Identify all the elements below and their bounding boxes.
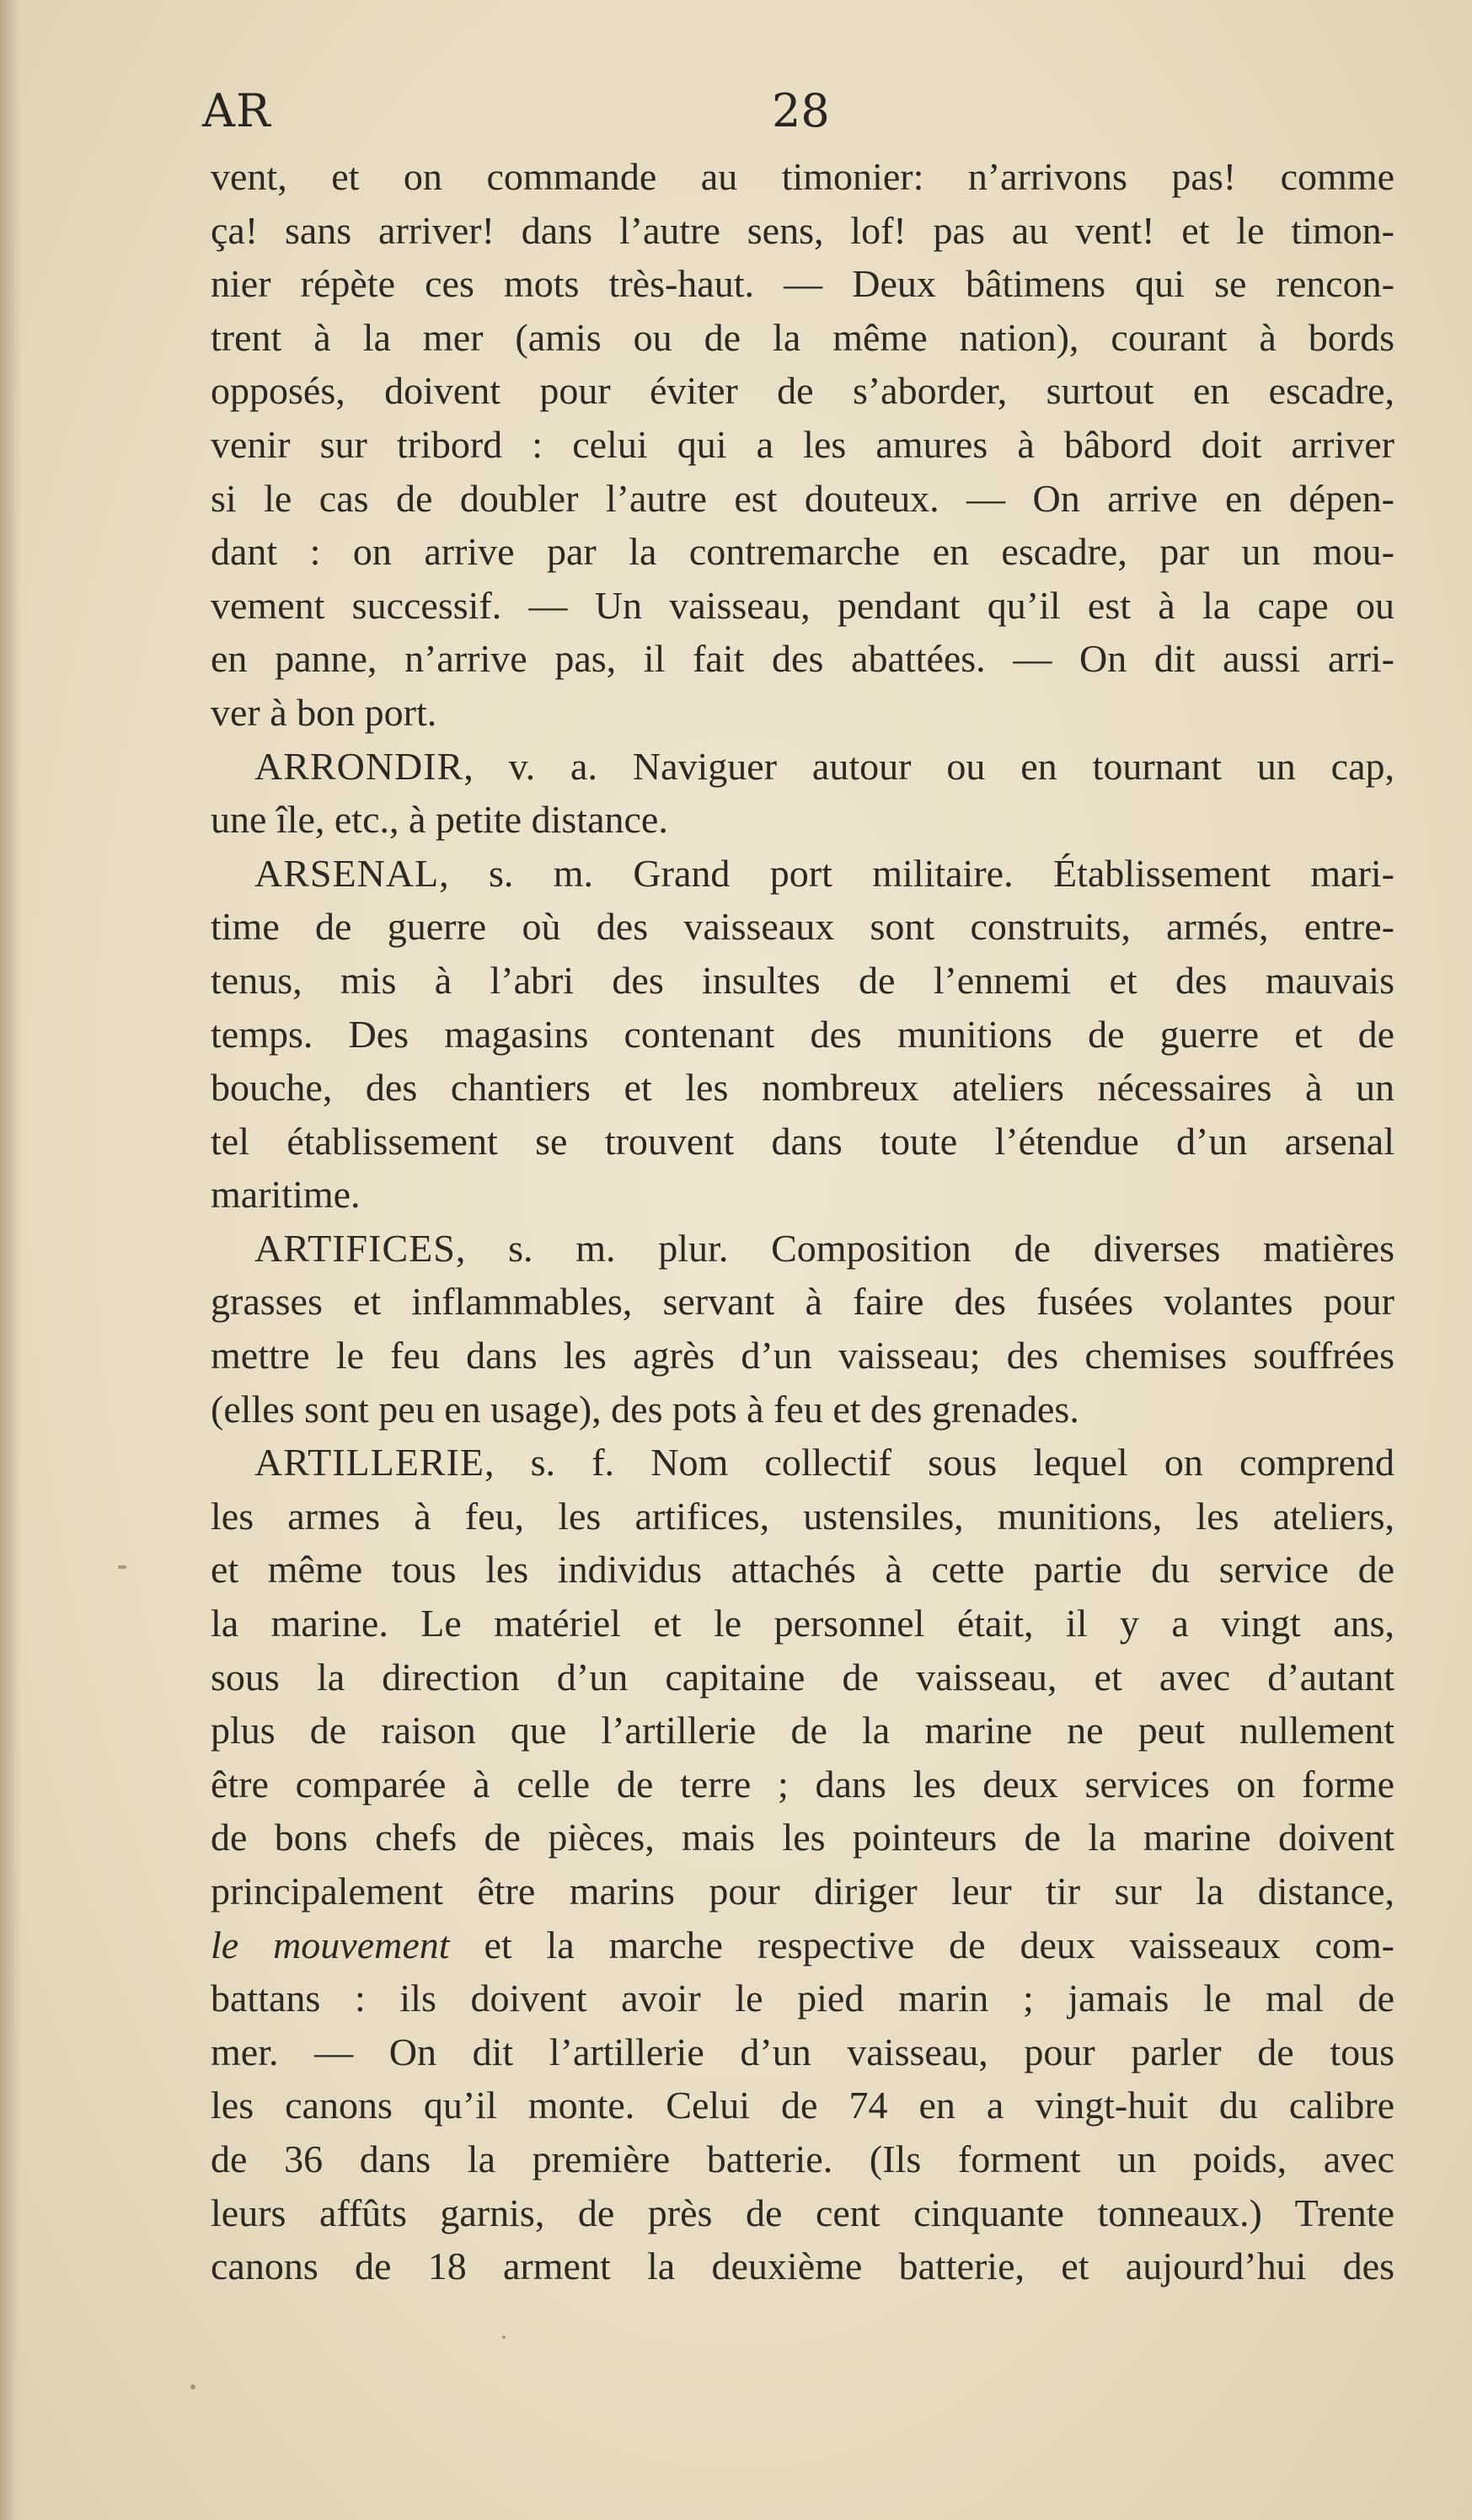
line-text: mettre le feu dans les agrès d’un vaisseau; des chemises souffrées — [211, 1334, 1394, 1378]
line-text: ça! sans arriver! dans l’autre sens, lof! pas au vent! et le timon- — [211, 208, 1394, 252]
line-text: nier répète ces mots très-haut. — Deux bâtimens qui se rencon- — [211, 262, 1394, 306]
line-text: de bons chefs de pièces, mais les pointeurs de la marine doivent — [211, 1816, 1394, 1859]
text-line — [211, 686, 1394, 740]
text-line — [211, 1597, 1394, 1651]
text-line — [211, 1811, 1394, 1865]
text-line — [211, 579, 1394, 633]
line-text: tel établissement se trouvent dans toute l’étendue d’un arsenal — [211, 1119, 1394, 1163]
line-text: (elles sont peu en usage), des pots à feu et des grenades. — [211, 1387, 1079, 1431]
line-text: la marine. Le matériel et le personnel était, il y a vingt ans, — [211, 1602, 1394, 1645]
text-line — [211, 1543, 1394, 1597]
entry-headword: ARTILLERIE — [254, 1441, 484, 1485]
line-text: grasses et inflammables, servant à faire des fusées volantes pour — [211, 1280, 1394, 1324]
line-text: , v. a. Naviguer autour ou en tournant un cap, — [463, 744, 1394, 788]
text-line — [211, 418, 1394, 472]
text-line — [211, 364, 1394, 418]
text-line — [211, 1651, 1394, 1704]
line-text: plus de raison que l’artillerie de la marine ne peut nullement — [211, 1709, 1394, 1752]
line-text: être comparée à celle de terre ; dans les deux services on forme — [211, 1762, 1394, 1806]
line-text: canons de 18 arment la deuxième batterie, et aujourd’hui des — [211, 2244, 1394, 2288]
text-line — [211, 1008, 1394, 1062]
line-text: de 36 dans la première batterie. (Ils forment un poids, avec — [211, 2137, 1394, 2180]
line-text: , s. m. Grand port militaire. Établissement mari- — [439, 851, 1394, 895]
line-text: vent, et on commande au timonier: n’arrivons pas! comme — [211, 155, 1394, 198]
text-line — [211, 2132, 1394, 2186]
text-line — [211, 900, 1394, 954]
text-line — [211, 311, 1394, 365]
text-line — [211, 1972, 1394, 2025]
text-line — [211, 472, 1394, 526]
line-text: mer. — On dit l’artillerie d’un vaisseau, pour parler de tous — [211, 2030, 1394, 2073]
line-text: ver à bon port. — [211, 690, 437, 734]
line-text: time de guerre où des vaisseaux sont construits, armés, entre- — [211, 905, 1394, 949]
line-text: dant : on arrive par la contremarche en escadre, par un mou- — [211, 530, 1394, 574]
paper-speck — [118, 1565, 126, 1569]
line-text: principalement être marins pour diriger leur tir sur la distance, — [211, 1870, 1394, 1913]
text-line — [211, 1436, 1394, 1490]
italic-phrase: le mouvement — [211, 1923, 450, 1966]
line-text: venir sur tribord : celui qui a les amures à bâbord doit arriver — [211, 422, 1394, 466]
line-text: temps. Des magasins contenant des munitions de guerre et de — [211, 1012, 1394, 1056]
text-line — [211, 257, 1394, 311]
text-line — [211, 1865, 1394, 1918]
text-line — [211, 2025, 1394, 2079]
entry-headword: ARSENAL — [254, 851, 440, 895]
text-line — [211, 954, 1394, 1008]
line-text: trent à la mer (amis ou de la même nation), courant à bords — [211, 315, 1394, 359]
line-text: , s. f. Nom collectif sous lequel on comprend — [484, 1441, 1394, 1485]
entry-headword: ARRONDIR — [254, 744, 464, 788]
text-line — [211, 740, 1394, 794]
text-line — [211, 847, 1394, 901]
body-text — [211, 150, 1394, 2293]
text-line — [211, 1490, 1394, 1544]
page-gutter-shadow — [0, 0, 22, 2520]
line-text: battans : ils doivent avoir le pied marin ; jamais le mal de — [211, 1977, 1394, 2020]
line-text: opposés, doivent pour éviter de s’aborder, surtout en escadre, — [211, 369, 1394, 413]
line-text: les canons qu’il monte. Celui de 74 en a vingt-huit du calibre — [211, 2084, 1394, 2127]
text-line — [211, 204, 1394, 258]
text-line — [211, 632, 1394, 686]
line-text: bouche, des chantiers et les nombreux ateliers nécessaires à un — [211, 1066, 1394, 1110]
line-text: en panne, n’arrive pas, il fait des abattées. — On dit aussi arri- — [211, 637, 1394, 681]
line-text: sous la direction d’un capitaine de vaisseau, et avec d’autant — [211, 1655, 1394, 1699]
line-text: et même tous les individus attachés à cette partie du service de — [211, 1548, 1394, 1592]
text-line — [211, 1061, 1394, 1115]
text-line — [211, 1168, 1394, 1222]
text-line — [211, 1383, 1394, 1437]
line-text: leurs affûts garnis, de près de cent cinquante tonneaux.) Trente — [211, 2191, 1394, 2234]
line-text: , s. m. plur. Composition de diverses matières — [455, 1226, 1394, 1270]
running-head — [202, 84, 1399, 152]
entry-headword: ARTIFICES — [254, 1226, 456, 1270]
text-line — [211, 2186, 1394, 2240]
line-text: les armes à feu, les artifices, ustensiles, munitions, les ateliers, — [211, 1494, 1394, 1538]
text-line — [211, 2239, 1394, 2293]
paper-speck — [502, 2335, 506, 2339]
text-line — [211, 1918, 1394, 1972]
line-text: si le cas de doubler l’autre est douteux. — On arrive en dépen- — [211, 476, 1394, 520]
text-line — [211, 1329, 1394, 1383]
page-number: 28 — [772, 84, 830, 137]
text-line — [211, 1222, 1394, 1276]
line-text: tenus, mis à l’abri des insultes de l’ennemi et des mauvais — [211, 958, 1394, 1002]
text-line — [211, 1704, 1394, 1758]
text-line — [211, 2079, 1394, 2132]
paper-speck — [190, 2384, 195, 2389]
text-line — [211, 525, 1394, 579]
line-text: une île, etc., à petite distance. — [211, 798, 668, 842]
line-text: maritime. — [211, 1173, 361, 1217]
text-line — [211, 150, 1394, 204]
text-line — [211, 793, 1394, 847]
line-text: vement successif. — Un vaisseau, pendant qu’il est à la cape ou — [211, 583, 1394, 627]
section-letters: AR — [202, 84, 271, 137]
line-text: et la marche respective de deux vaisseaux com- — [449, 1923, 1394, 1966]
text-line — [211, 1758, 1394, 1811]
text-line — [211, 1115, 1394, 1169]
text-line — [211, 1275, 1394, 1329]
